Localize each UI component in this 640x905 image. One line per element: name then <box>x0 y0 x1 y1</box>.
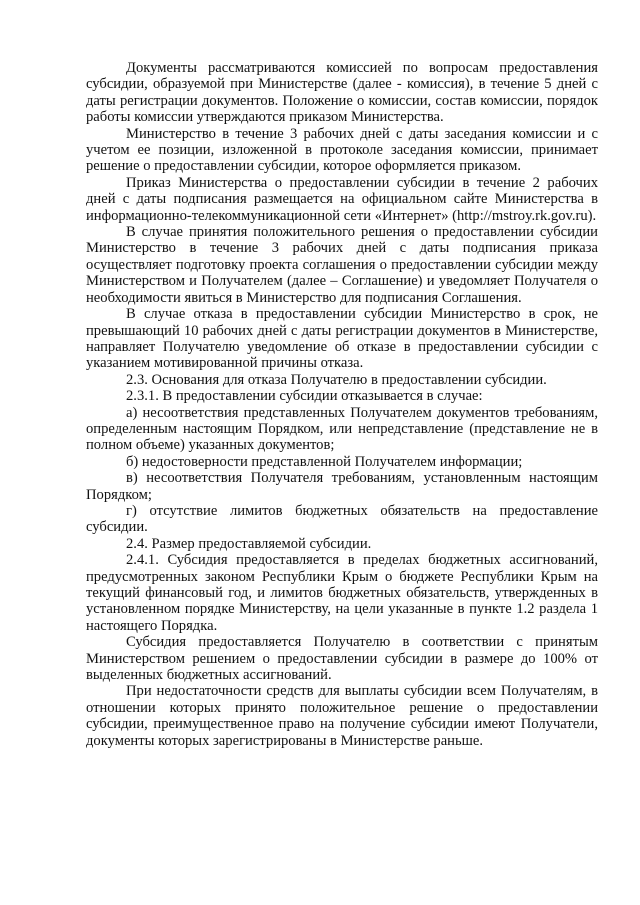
paragraph-subsidy-amount: Субсидия предоставляется Получателю в соответствии с принятым Министерством решением о предоставлении субсидии в размере до 100% от выделенных бюджетных ассигнований. <box>86 634 598 684</box>
section-2-4-heading: 2.4. Размер предоставляемой субсидии. <box>126 535 372 552</box>
paragraph-insufficient-funds: При недостаточности средств для выплаты субсидии всем Получателям, в отношении которых принято положительное решение о предоставлении субсидии, преимущественное право на получение субсидии имеют Получатели, документы которых зарегистрированы в Министерстве раньше. <box>86 683 598 749</box>
list-item-b: б) недостоверности представленной Получателем информации; <box>126 453 523 470</box>
paragraph-refusal-notice: В случае отказа в предоставлении субсидии Министерство в срок, не превышающий 10 рабочих дней с даты регистрации документов в Министерстве, направляет Получателю уведомление об отказе в предоставлении субсидии с указанием мотивированной причины отказа. <box>86 306 598 372</box>
clause-2-4-1: 2.4.1. Субсидия предоставляется в пределах бюджетных ассигнований, предусмотренных законом Республики Крым о бюджете Республики Крым на текущий финансовый год, и лимитов бюджетных обязательств, утвержденных в установленном порядке Министерству, на цели указанные в пункте 1.2 раздела 1 настоящего Порядка. <box>86 552 598 634</box>
paragraph-commission-review: Документы рассматриваются комиссией по вопросам предоставления субсидии, образуемой при Министерстве (далее - комиссия), в течение 5 дней с даты регистрации документов. Положение о комиссии, состав комиссии, порядок работы комиссии утверждаются приказом Министерства. <box>86 60 598 126</box>
section-2-3-heading: 2.3. Основания для отказа Получателю в предоставлении субсидии. <box>126 371 547 388</box>
list-item-a: а) несоответствия представленных Получателем документов требованиям, определенным настоящим Порядком, или непредставление (представление не в полном объеме) указанных документов; <box>86 404 598 454</box>
list-item-v: в) несоответствия Получателя требованиям, установленным настоящим Порядком; <box>86 470 598 503</box>
clause-2-3-1: 2.3.1. В предоставлении субсидии отказывается в случае: <box>126 388 483 405</box>
document-body <box>86 60 598 749</box>
list-item-g: г) отсутствие лимитов бюджетных обязательств на предоставление субсидии. <box>86 502 598 536</box>
paragraph-ministry-decision: Министерство в течение 3 рабочих дней с даты заседания комиссии и с учетом ее позиции, изложенной в протоколе заседания комиссии, принимает решение о предоставлении субсидии, которое оформляется приказом. <box>86 125 598 175</box>
paragraph-positive-decision: В случае принятия положительного решения о предоставлении субсидии Министерство в течение 3 рабочих дней с даты подписания приказа осуществляет подготовку проекта соглашения о предоставлении субсидии между Министерством и Получателем (далее – Соглашение) и уведомляет Получателя о необходимости явиться в Министерство для подписания Соглашения. <box>86 224 598 306</box>
paragraph-order-publication: Приказ Министерства о предоставлении субсидии в течение 2 рабочих дней с даты подписания размещается на официальном сайте Министерства в информационно-телекоммуникационной сети «Интернет» (http://mstroy.rk.gov.ru). <box>86 174 598 224</box>
